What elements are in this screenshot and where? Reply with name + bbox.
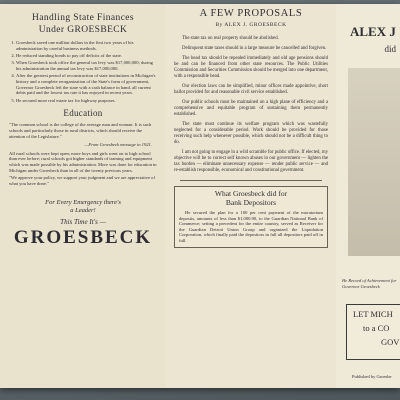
candidate-portrait (348, 68, 400, 256)
finance-item: 1. Groesbeck saved one million dollars in the first two years of his administration by careful business methods. (16, 40, 158, 51)
time-slogan: This Time It's — (60, 217, 106, 226)
slogan-box (346, 304, 400, 360)
education-heading: Education (63, 108, 103, 119)
bank-depositors-box (174, 186, 328, 248)
publisher-credit: Published by Groesbe (352, 374, 392, 379)
proposal-paragraph: Delinquent state taxes should in a large measure be cancelled and forgiven. (182, 46, 327, 51)
finance-item: 2. He reduced standing bonds to pay off deficits of the state. (16, 53, 158, 59)
education-endorsement: "We approve your policy, we support your judgment and we are appreciative of what you have done." (9, 175, 155, 187)
education-quote: "The common school is the college of the average man and woman. It is such schools and particularly those in rural districts, which should receive the attention of the Legislature." (9, 122, 152, 139)
left-panel (0, 4, 166, 388)
bank-heading-line2: Bank Depositors (225, 197, 277, 207)
finance-item: 4. After the greatest period of reconstruction of state institutions in Michigan's history and a complete reorganization of the State's form of government, Governor Groesbeck left the state with a cash balance in hand, all current debts paid and the lowest tax rate it has enjoyed in recent years. (16, 73, 158, 96)
did-heading: did (384, 44, 396, 54)
emergency-slogan-line1: For Every Emergency there's (45, 198, 121, 206)
right-panel (336, 4, 400, 388)
finance-item: 5. He secured more real estate tax for highway purposes. (16, 98, 158, 104)
slogan-line3: GOV (381, 337, 400, 347)
slogan-line1: LET MICH (353, 309, 393, 319)
proposals-byline: By ALEX J. GROESBECK (215, 22, 287, 28)
proposal-paragraph: The state must continue its welfare program which was wastefully neglected for a considerable period. Work should be provided for those receiving such help whenever possible, which should not be a difficult thing to do. (174, 122, 328, 145)
campaign-brochure (0, 4, 400, 388)
emergency-slogan-line2: a Leader! (70, 206, 96, 214)
finance-item: 3. When Groesbeck took office the general tax levy was $17,000,000; during his administration the annual tax levy was $17,000,000. (16, 60, 158, 71)
candidate-name-large: GROESBECK (13, 226, 153, 248)
education-quote-source: —From Groesbeck message in 1921. (84, 141, 152, 147)
proposals-heading: A FEW PROPOSALS (199, 8, 303, 19)
section-divider (180, 180, 322, 181)
proposal-paragraph: Our public schools must be maintained on a high plane of efficiency and a comprehensive and equitable program of sustaining them permanently established. (174, 100, 328, 117)
proposal-paragraph: The head tax should be repealed immediately and old age pensions should be and can be financed from other state resources. The Public Utilities Commission and Securities Commission should be merged into one department, with a responsible head. (174, 56, 328, 79)
bank-heading-line1: What Groesbeck did for (214, 189, 288, 198)
proposal-paragraph: Our election laws can be simplified, minor offices made appointive, short ballot provided for and reasonable civil service established. (174, 84, 328, 95)
proposal-paragraph: The state tax on real property should be abolished. (182, 36, 279, 41)
finance-list (0, 40, 166, 103)
candidate-title: ALEX J (350, 24, 396, 39)
finances-heading-line2: Under GROESBECK (38, 25, 128, 35)
education-text: All rural schools were kept open; more boys and girls went on to high school than ever before; rural schools got higher standards of training and equipment which was made possible by his administration. More was done for education in Michigan under Groesbeck than in all of the twenty previous years. (9, 150, 157, 173)
center-panel (166, 4, 336, 388)
bank-depositors-text: He secured the plan for a 100 per cent payment of the moratorium deposits, amounts of less than $1,000.00, to the Guardian National Bank of Commerce; setting a precedent for the entire country, served as Receiver for the Guardian Detroit Union Group and organized the Liquidation Corporation, which finally paid the depositors in full all depositors paid off in full. (179, 210, 323, 243)
proposal-paragraph: I am not going to engage in a wild scramble for public office. If elected, my objective will be to correct self known abuses in our government — lighten the tax burden — eliminate unnecessary expense — render public service — and re-establish responsible, economical and constitutional government. (174, 150, 328, 173)
portrait-caption: He Record of Achievement for Governor Groesbeck (342, 278, 397, 289)
slogan-line2: to a CO (363, 323, 390, 333)
finances-heading-line1: Handling State Finances (31, 13, 135, 23)
